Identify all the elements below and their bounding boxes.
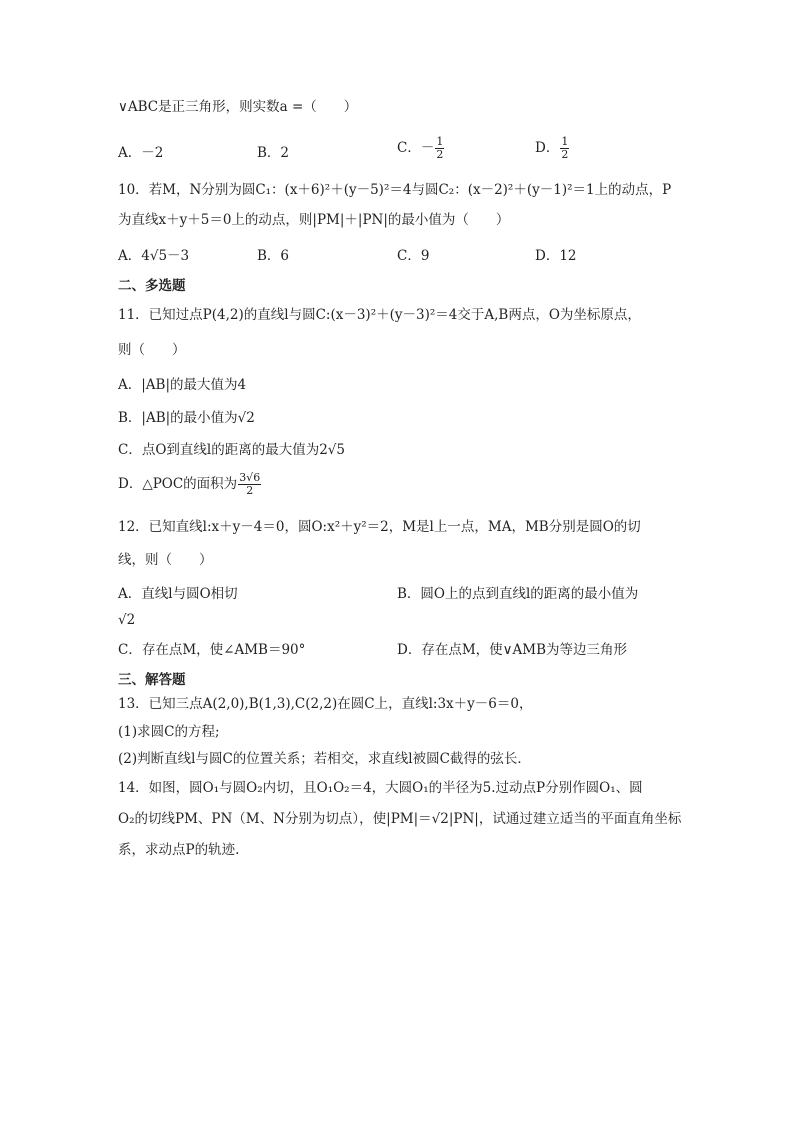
q12-option-a: A．直线l与圆O相切 [118,586,238,602]
q14-line3: 系，求动点P的轨迹. [118,842,240,858]
q11-option-d-num: 3√6 [239,471,261,484]
q12-line2: 线，则（ ） [118,552,213,568]
q10-option-a: A．4√5－3 [118,248,190,264]
q10-option-d: D．12 [535,248,577,264]
q11-option-b: B．|AB|的最小值为√2 [118,410,255,426]
q10-line1: 10．若M，N分别为圆C₁：(x＋6)²＋(y－5)²＝4与圆C₂：(x－2)²＋(y－1)²＝1上的动点，P [118,182,672,198]
q13-line2: (1)求圆C的方程; [118,724,220,740]
q9-option-d-prefix: D． [535,140,560,156]
q12-option-d: D．存在点M，使∨AMB为等边三角形 [397,642,628,658]
q14-line2: O₂的切线PM、PN（M、N分别为切点），使|PM|＝√2|PN|，试通过建立适当的平面直角坐标 [118,811,682,827]
q12-option-b: B．圆O上的点到直线l的距离的最小值为 [397,586,639,602]
q9-option-c [397,136,445,161]
q10-option-b: B．6 [257,248,290,264]
q9-option-c-prefix: C．－ [397,140,435,156]
q9-option-d-den: 2 [561,148,569,161]
q12-line1: 12．已知直线l:x＋y－4＝0，圆O:x²＋y²＝2，M是l上一点，MA，MB分别是圆O的切 [118,519,641,535]
section-free-response: 三、解答题 [118,672,186,688]
q9-option-d [535,136,570,161]
q9-option-a: A．－2 [118,145,164,161]
q11-option-d-fraction [238,472,261,497]
q11-line1: 11．已知过点P(4,2)的直线l与圆C:(x－3)²＋(y－3)²＝4交于A,B两点，O为坐标原点， [118,307,641,323]
q9-option-d-fraction [560,136,569,161]
q12-option-b-continued: √2 [118,612,136,628]
q11-option-a: A．|AB|的最大值为4 [118,377,247,393]
q11-option-d-prefix: D．△POC的面积为 [118,476,238,492]
q10-option-c: C．9 [397,248,430,264]
q11-line2: 则（ ） [118,342,186,358]
q9-option-c-num: 1 [436,135,444,148]
q10-line2: 为直线x＋y＋5＝0上的动点，则|PM|＋|PN|的最小值为（ ） [118,212,510,228]
q11-option-d [118,472,262,497]
q9-option-b: B．2 [257,145,290,161]
q14-line1: 14．如图，圆O₁与圆O₂内切，且O₁O₂＝4，大圆O₁的半径为5.过动点P分别作圆O₁、圆 [118,780,643,796]
q13-line3: (2)判断直线l与圆C的位置关系；若相交，求直线l被圆C截得的弦长． [118,751,531,767]
q9-option-c-fraction [435,136,444,161]
section-multi-choice: 二、多选题 [118,278,186,294]
q13-line1: 13．已知三点A(2,0),B(1,3),C(2,2)在圆C上，直线l:3x＋y－6＝0， [118,696,533,712]
q11-option-d-den: 2 [246,484,254,497]
q9-option-d-num: 1 [561,135,569,148]
q9-option-c-den: 2 [436,148,444,161]
q12-option-c: C．存在点M，使∠AMB＝90° [118,642,306,658]
q11-option-c: C．点O到直线l的距离的最大值为2√5 [118,442,345,458]
q9-stem: ∨ABC是正三角形，则实数a =（ ） [118,99,358,115]
